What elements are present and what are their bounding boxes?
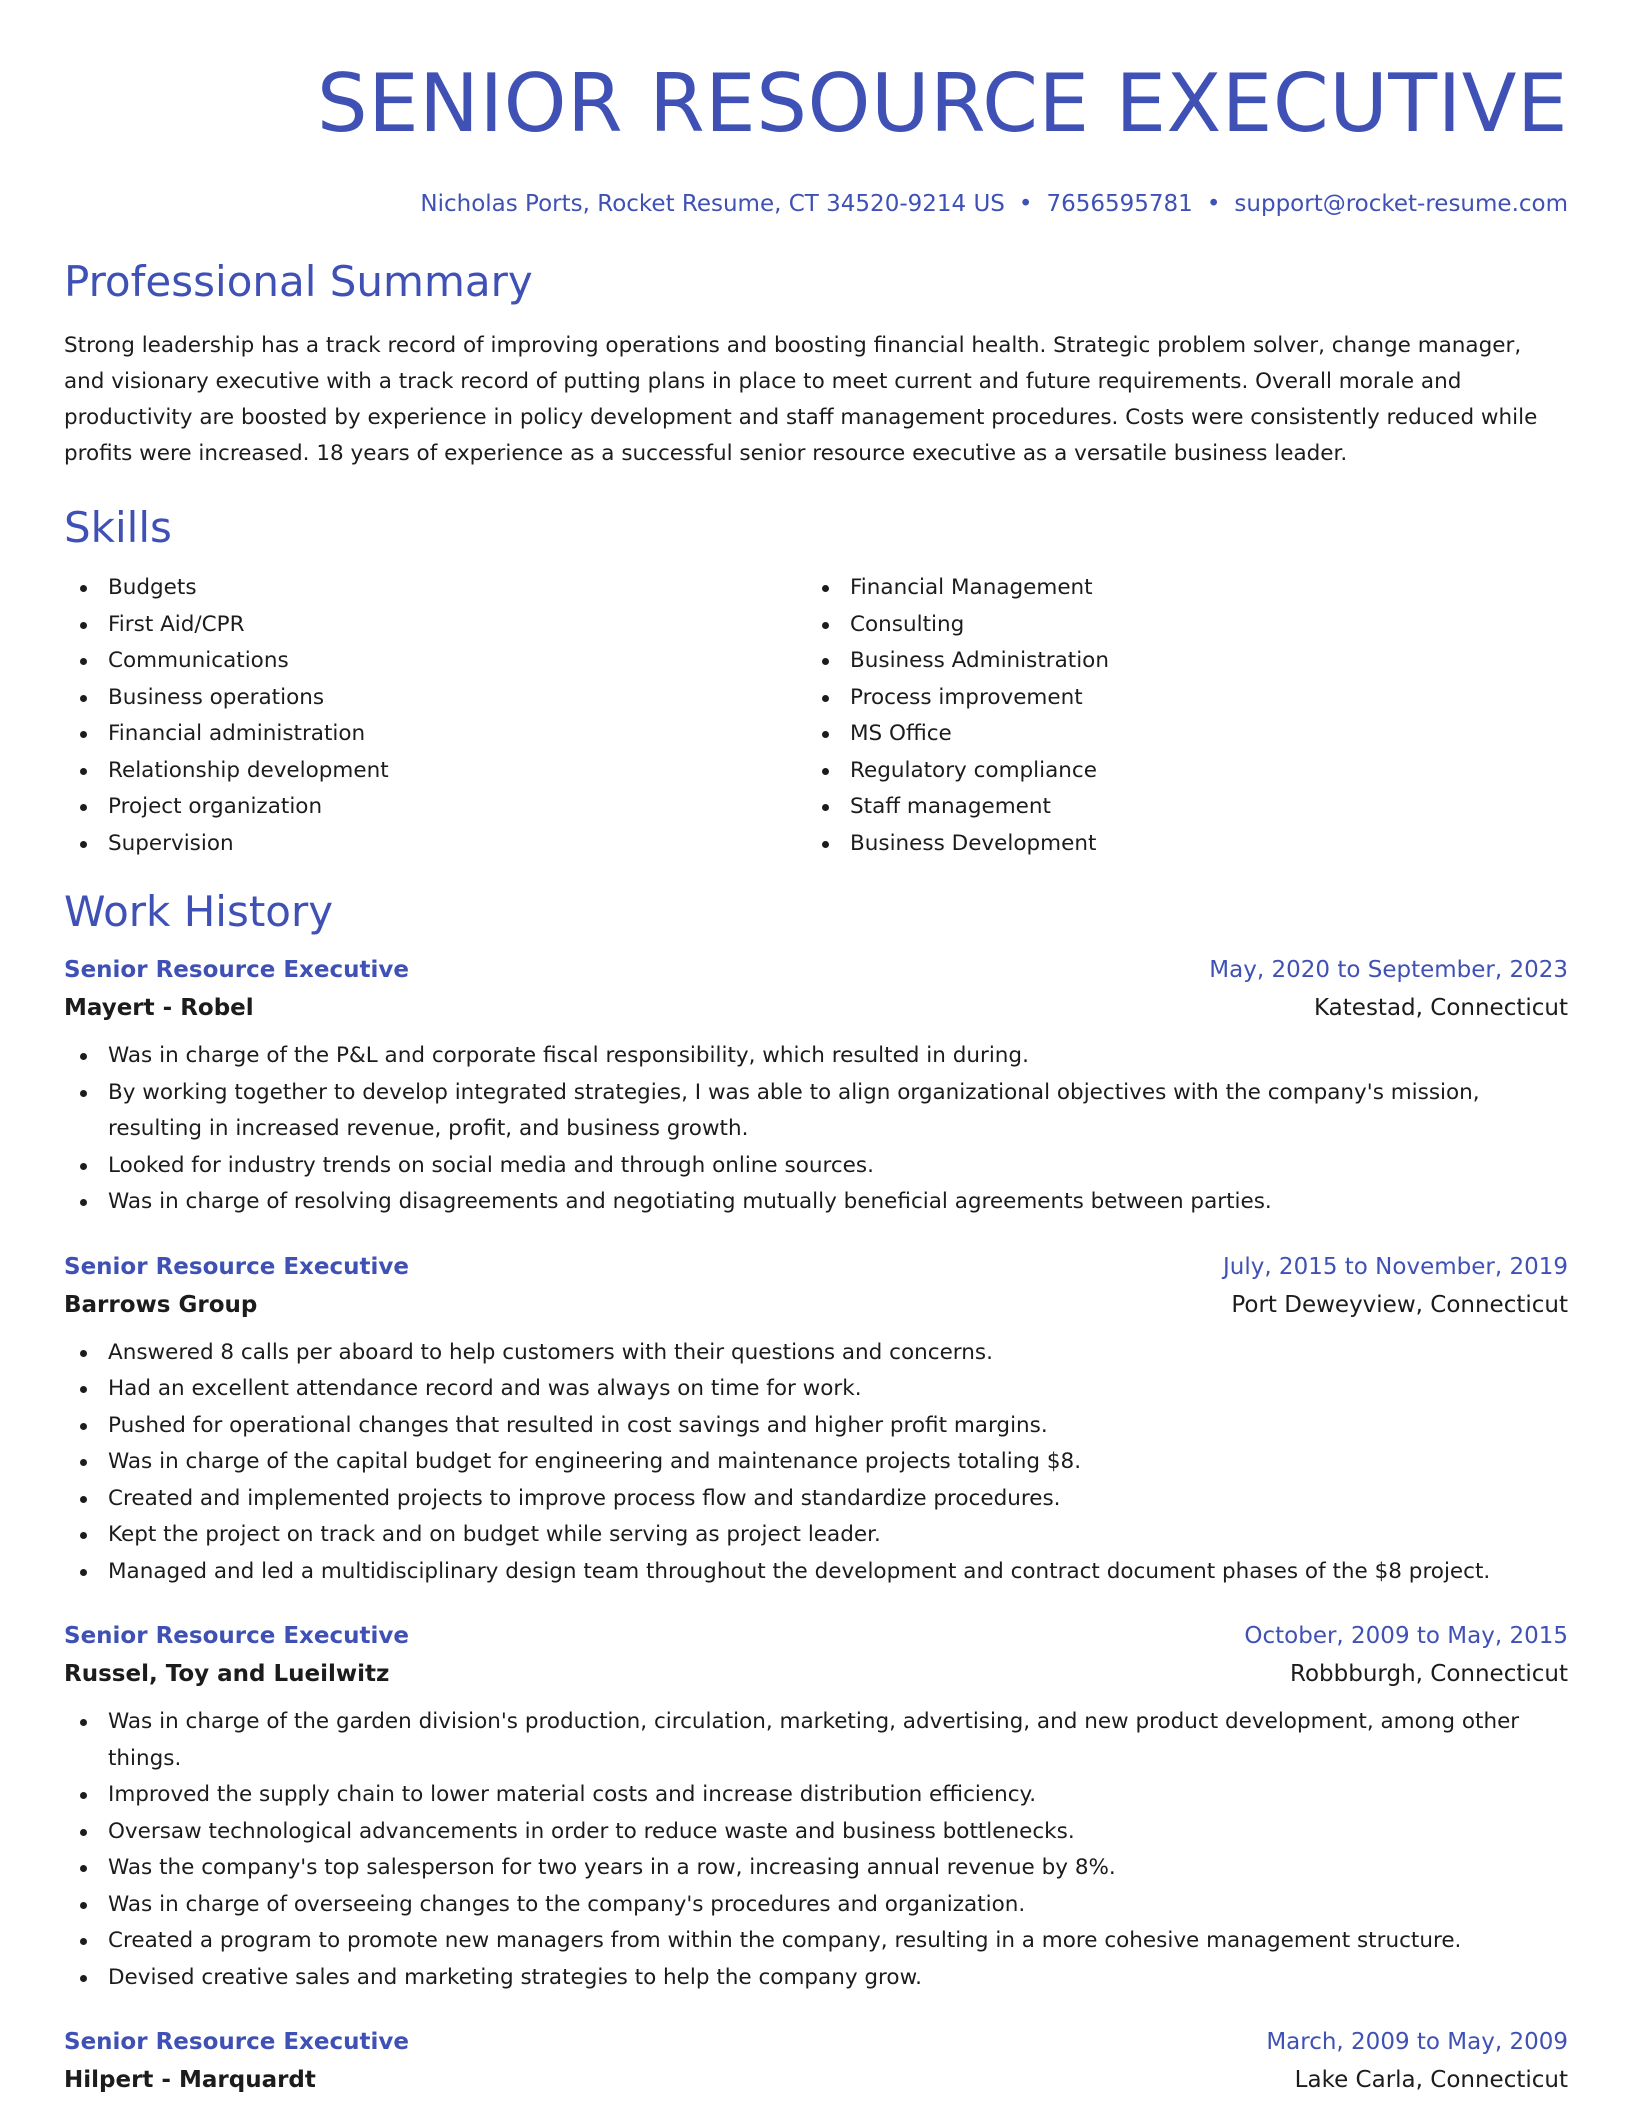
skill-item: MS Office [806, 716, 1506, 753]
job-bullet: Managed and led a multidisciplinary design team throughout the development and contract document phases of the $8 project. [64, 1554, 1568, 1591]
job-bullet: Was in charge of the garden division's production, circulation, marketing, advertising, and new product development, among other things. [64, 1704, 1568, 1777]
job-bullet: Was in charge of the P&L and corporate fiscal responsibility, which resulted in during. [64, 1038, 1568, 1075]
skills-list-left [64, 570, 806, 862]
job-bullets [64, 1704, 1568, 1996]
job-bullet: By working together to develop integrated strategies, I was able to align organizational objectives with the company's mission, resulting in increased revenue, profit, and business growth. [64, 1075, 1568, 1148]
job-header [64, 2024, 1568, 2060]
job-location: Lake Carla, Connecticut [1294, 2067, 1568, 2093]
skills-section [64, 500, 1568, 862]
job-header [64, 1618, 1568, 1654]
skill-item: Business operations [64, 680, 806, 717]
job-title: Senior Resource Executive [64, 1623, 409, 1649]
job-title: Senior Resource Executive [64, 2029, 409, 2055]
job-title: Senior Resource Executive [64, 957, 409, 983]
job-dates: October, 2009 to May, 2015 [1244, 1623, 1568, 1649]
job-subheader [64, 2060, 1568, 2100]
skill-item: Communications [64, 643, 806, 680]
summary-text: Strong leadership has a track record of improving operations and boosting financial health. Strategic problem solver, change manager, and visionary executive with a track record of putting plans in place to meet current and future requirements. Overall morale and productivity are boosted by experience in policy development and staff management procedures. Costs were consistently reduced while profits were increased. 18 years of experience as a successful senior resource executive as a versatile business leader. [64, 333, 1538, 466]
job-bullet: Was the company's top salesperson for two years in a row, increasing annual revenue by 8%. [64, 1850, 1568, 1887]
skill-item: First Aid/CPR [64, 607, 806, 644]
contact-separator: • [1018, 191, 1033, 217]
work-history-heading: Work History [64, 887, 334, 936]
skill-item: Business Administration [806, 643, 1506, 680]
job-header [64, 952, 1568, 988]
summary-section [64, 254, 1568, 472]
job-bullet: Kept the project on track and on budget while serving as project leader. [64, 1517, 1568, 1554]
job-location: Port Deweyview, Connecticut [1231, 1291, 1568, 1318]
job-bullets [64, 1038, 1568, 1221]
skill-item: Regulatory compliance [806, 753, 1506, 790]
skill-item: Project organization [64, 789, 806, 826]
job-bullet: Was in charge of the capital budget for engineering and maintenance projects totaling $8. [64, 1444, 1568, 1481]
job-bullet: Was in charge of resolving disagreements and negotiating mutually beneficial agreements between parties. [64, 1184, 1568, 1221]
skill-item: Staff management [806, 789, 1506, 826]
job-dates: May, 2020 to September, 2023 [1209, 957, 1568, 983]
skill-item: Financial administration [64, 716, 806, 753]
job-bullet: Pushed for operational changes that resulted in cost savings and higher profit margins. [64, 1408, 1568, 1445]
skill-item: Business Development [806, 826, 1506, 863]
job-bullet: Created a program to promote new managers from within the company, resulting in a more cohesive management structure. [64, 1923, 1568, 1960]
job-company: Barrows Group [64, 1291, 258, 1318]
job-dates: July, 2015 to November, 2019 [1222, 1253, 1568, 1280]
skills-columns [64, 570, 1568, 862]
job-title: Senior Resource Executive [64, 1253, 409, 1280]
job-entry [64, 1618, 1568, 1996]
job-bullet: Answered 8 calls per aboard to help customers with their questions and concerns. [64, 1335, 1568, 1372]
skill-item: Process improvement [806, 680, 1506, 717]
job-bullet: Oversaw technological advancements in order to reduce waste and business bottlenecks. [64, 1814, 1568, 1851]
job-entry [64, 952, 1568, 1221]
job-subheader [64, 1654, 1568, 1694]
skill-item: Budgets [64, 570, 806, 607]
job-company: Russel, Toy and Lueilwitz [64, 1661, 390, 1687]
job-header [64, 1249, 1568, 1285]
resume-title: SENIOR RESOURCE EXECUTIVE [316, 57, 1568, 150]
job-entry [64, 2024, 1568, 2100]
skill-item: Relationship development [64, 753, 806, 790]
contact-separator: • [1206, 191, 1221, 217]
job-bullet: Devised creative sales and marketing strategies to help the company grow. [64, 1960, 1568, 1997]
contact-email[interactable]: support@rocket-resume.com [1234, 191, 1568, 217]
skills-heading: Skills [64, 503, 172, 552]
job-subheader [64, 1285, 1568, 1325]
skills-list-right [806, 570, 1506, 862]
contact-line [64, 188, 1568, 220]
job-bullets [64, 1335, 1568, 1591]
job-bullet: Was in charge of overseeing changes to the company's procedures and organization. [64, 1887, 1568, 1924]
job-subheader [64, 988, 1568, 1028]
job-bullet: Looked for industry trends on social media and through online sources. [64, 1148, 1568, 1185]
summary-heading: Professional Summary [64, 257, 533, 306]
work-history-section [64, 884, 1568, 2100]
job-bullet: Had an excellent attendance record and was always on time for work. [64, 1371, 1568, 1408]
job-entry [64, 1249, 1568, 1591]
job-bullet: Created and implemented projects to improve process flow and standardize procedures. [64, 1481, 1568, 1518]
job-bullet: Improved the supply chain to lower material costs and increase distribution efficiency. [64, 1777, 1568, 1814]
job-location: Katestad, Connecticut [1314, 995, 1568, 1021]
skill-item: Consulting [806, 607, 1506, 644]
contact-phone[interactable]: 7656595781 [1046, 191, 1193, 217]
job-location: Robbburgh, Connecticut [1290, 1661, 1568, 1687]
skill-item: Supervision [64, 826, 806, 863]
contact-address: Nicholas Ports, Rocket Resume, CT 34520-9214 US [420, 191, 1005, 217]
skill-item: Financial Management [806, 570, 1506, 607]
job-company: Hilpert - Marquardt [64, 2067, 316, 2093]
resume-header [64, 56, 1568, 220]
job-company: Mayert - Robel [64, 995, 254, 1021]
job-dates: March, 2009 to May, 2009 [1266, 2029, 1568, 2055]
